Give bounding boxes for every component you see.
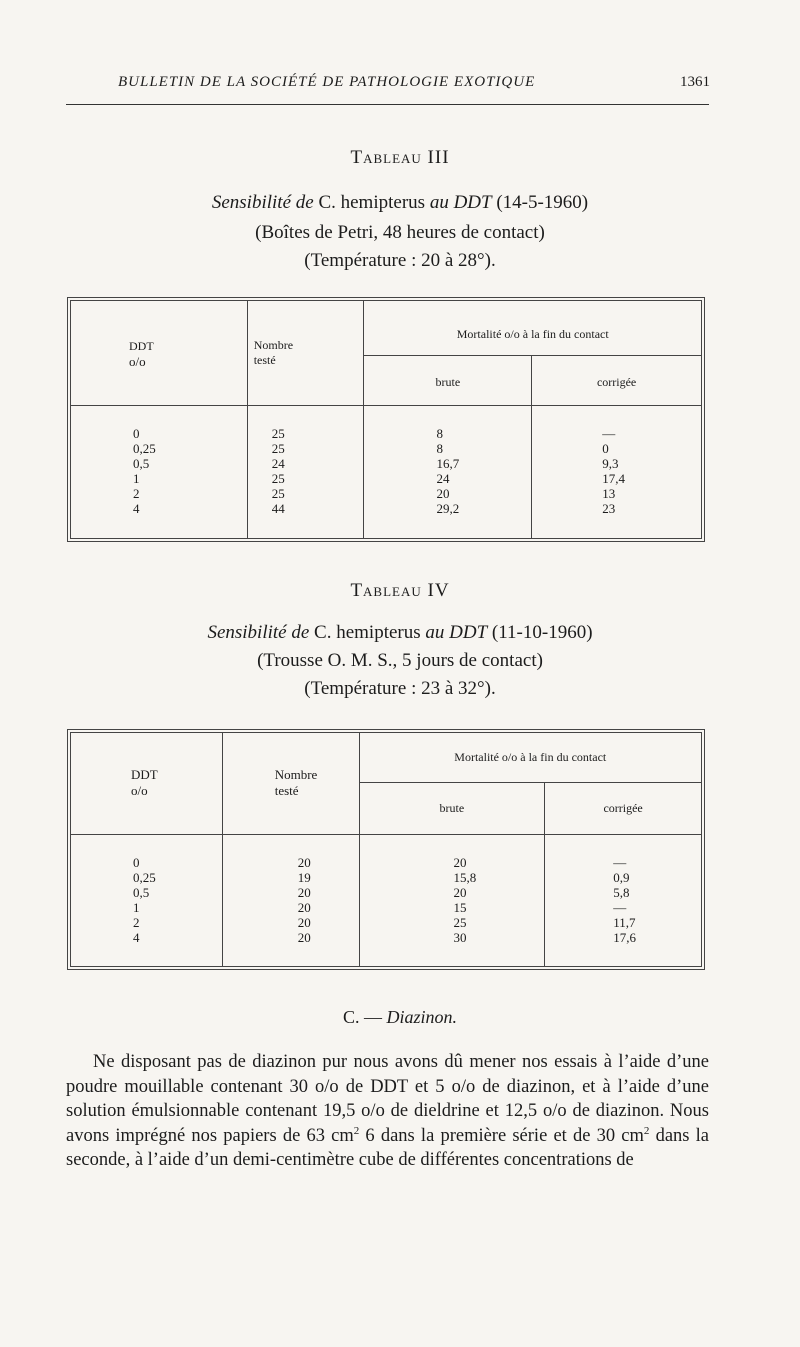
- paragraph-part: dans la seconde, à l’aide d’un demi-centimètre cube de différentes concentrations de: [66, 1125, 709, 1170]
- table4-subtitle-prefix: Sensibilité de: [207, 622, 310, 643]
- table3-col-nombre: [247, 301, 364, 406]
- table3-col-ddt-label: DDT: [129, 339, 154, 353]
- table4-date: (11-10-1960): [491, 622, 593, 643]
- table4-cell: 25: [453, 915, 467, 930]
- section-name: Diazinon.: [386, 1007, 458, 1027]
- running-head: [118, 74, 710, 91]
- page-number: 1361: [680, 74, 710, 90]
- table3-cell: 29,2: [436, 501, 460, 516]
- table4-cell: 2: [133, 915, 140, 930]
- table4-cell: 15: [453, 900, 467, 915]
- table3-col-nombre-label: Nombre: [253, 338, 294, 352]
- table3-cell: —: [602, 426, 616, 441]
- table4-cell: 17,6: [613, 930, 636, 945]
- table3-cell: 1: [133, 471, 140, 486]
- table3-cell: 25: [271, 471, 285, 486]
- table3-cell: 0,25: [133, 441, 156, 456]
- table4-cell: 30: [453, 930, 467, 945]
- paragraph-part: 6 dans la première série et de 30 cm: [359, 1125, 644, 1146]
- header-rule: [66, 104, 709, 105]
- table4-col-ddt: [71, 733, 223, 835]
- table4-cell: 20: [297, 900, 311, 915]
- table3-subtitle-au: au: [429, 192, 449, 213]
- table4-conditions: (Trousse O. M. S., 5 jours de contact): [257, 650, 543, 671]
- table4-cell: 0,9: [613, 870, 630, 885]
- table4-cell: 20: [297, 855, 311, 870]
- table3-cell: 24: [271, 456, 285, 471]
- table4-col-nombre: [222, 733, 359, 835]
- table3-cell: 13: [602, 486, 616, 501]
- table4-col-ddt-unit: o/o: [131, 783, 148, 798]
- table4-col-brute: brute: [359, 783, 545, 835]
- table3-cell: 44: [271, 501, 285, 516]
- section-letter: C. —: [342, 1007, 382, 1027]
- superscript: 2: [353, 1124, 360, 1137]
- table4-nombre-values: [222, 835, 359, 967]
- table4-cell: 5,8: [613, 885, 630, 900]
- table3-cell: 0: [602, 441, 609, 456]
- table3-cell: 0,5: [133, 456, 150, 471]
- table4-brute-values: [359, 835, 545, 967]
- table3-cell: 4: [133, 501, 140, 516]
- table4-ddt-values: [71, 835, 223, 967]
- table4-subtitle-ddt: DDT: [449, 622, 488, 643]
- table4-col-corrigee: corrigée: [603, 801, 643, 815]
- table3-cell: 8: [436, 426, 443, 441]
- table4-col-ddt-label: DDT: [131, 767, 158, 782]
- table4-col-mortalite: Mortalité o/o à la fin du contact: [359, 733, 701, 783]
- table3-col-brute: brute: [364, 356, 532, 406]
- table3-cell: 25: [271, 486, 285, 501]
- table4-cell: 0,25: [133, 870, 156, 885]
- table4-cell: 15,8: [453, 870, 477, 885]
- table4-cell: 0,5: [133, 885, 150, 900]
- superscript: 2: [643, 1124, 650, 1137]
- table3-cell: 8: [436, 441, 443, 456]
- table3-col-corrigee: corrigée: [596, 375, 637, 389]
- table3-corrigee-values: [532, 406, 702, 539]
- table3-nombre-values: [247, 406, 364, 539]
- table3-cell: 25: [271, 441, 285, 456]
- table4: [70, 732, 702, 967]
- table4-cell: 20: [297, 885, 311, 900]
- table3-cell: 16,7: [436, 456, 460, 471]
- table4-cell: 20: [297, 915, 311, 930]
- table3-cell: 2: [133, 486, 140, 501]
- table3-ddt-values: [71, 406, 248, 539]
- table4-col-teste-label: testé: [274, 783, 299, 798]
- table3-col-mortalite: Mortalité o/o à la fin du contact: [364, 301, 702, 356]
- table4-species: C. hemipterus: [314, 622, 421, 643]
- table3-cell: 9,3: [602, 456, 619, 471]
- table3-subtitle-prefix: Sensibilité de: [211, 192, 314, 213]
- table4-cell: 0: [133, 855, 140, 870]
- table4-cell: 20: [453, 855, 467, 870]
- table4-col-nombre-label: Nombre: [274, 767, 318, 782]
- table3-cell: 0: [133, 426, 140, 441]
- table4-cell: 4: [133, 930, 140, 945]
- table4-cell: 1: [133, 900, 140, 915]
- section-heading: [0, 1007, 800, 1028]
- table4-title: Tableau IV: [350, 580, 450, 601]
- table3-cell: 23: [602, 501, 616, 516]
- table4-temperature: (Température : 23 à 32°).: [304, 678, 496, 699]
- table4-cell: —: [613, 900, 627, 915]
- table3-title: Tableau III: [350, 147, 450, 168]
- table3-col-ddt: [71, 301, 248, 406]
- table3-brute-values: [364, 406, 532, 539]
- table3-cell: 25: [271, 426, 285, 441]
- running-title: BULLETIN DE LA SOCIÉTÉ DE PATHOLOGIE EXOTIQUE: [118, 74, 536, 90]
- table4-cell: 19: [297, 870, 311, 885]
- table3-col-teste-label: testé: [253, 353, 276, 367]
- table3-subtitle: [0, 192, 800, 214]
- table3-col-ddt-unit: o/o: [129, 354, 146, 369]
- table3-cell: 20: [436, 486, 450, 501]
- table3: [70, 300, 702, 539]
- table4-subtitle-au: au: [425, 622, 445, 643]
- paragraph-text: [66, 1050, 709, 1173]
- table4-cell: —: [613, 855, 627, 870]
- table3-date: (14-5-1960): [496, 192, 589, 213]
- table3-temperature: (Température : 20 à 28°).: [304, 250, 496, 271]
- table4-corrigee-values: [545, 835, 702, 967]
- table4-cell: 20: [453, 885, 467, 900]
- body-paragraph: [66, 1050, 709, 1173]
- table3-conditions: (Boîtes de Petri, 48 heures de contact): [255, 222, 545, 243]
- paragraph-part: Ne disposant pas de diazinon pur nous avons dû mener nos essais à l’aide d’une poudre mouillable contenant 30 o/o de DDT et 5 o/o de diazinon, et à l’aide d’une solution émulsionnable contenant 19,5 o/o de dieldrine et 12,5 o/o de diazinon. Nous avons imprégné nos papiers de 63 cm: [66, 1052, 709, 1146]
- table4-subtitle: [0, 622, 800, 644]
- table4-cell: 20: [297, 930, 311, 945]
- table3-species: C. hemipterus: [318, 192, 426, 213]
- table3-cell: 24: [436, 471, 450, 486]
- table3-subtitle-ddt: DDT: [453, 192, 492, 213]
- table4-cell: 11,7: [613, 915, 636, 930]
- table3-cell: 17,4: [602, 471, 625, 486]
